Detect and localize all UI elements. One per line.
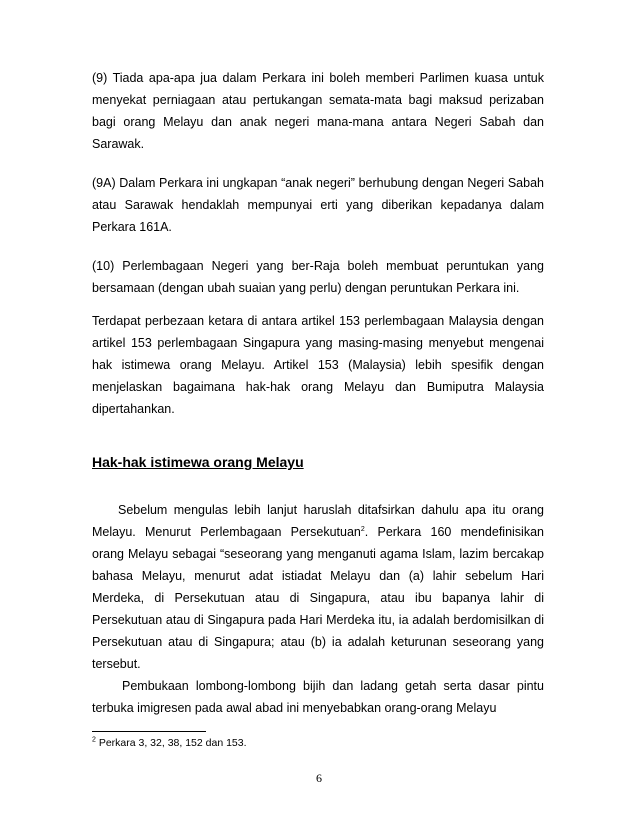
paragraph-clause-10: (10) Perlembagaan Negeri yang ber-Raja boleh membuat peruntukan yang bersamaan (dengan ubah suaian yang perlu) dengan peruntukan Perkara ini. xyxy=(92,259,544,295)
footnote-reference: 2 xyxy=(360,525,365,533)
footnote xyxy=(92,736,247,750)
footnote-divider xyxy=(92,731,206,732)
page-number: 6 xyxy=(316,771,322,785)
definition-text-start: Sebelum mengulas lebih lanjut haruslah ditafsirkan dahulu apa itu orang Melayu. Menurut Perlembagaan Persekutuan xyxy=(92,503,544,539)
footnote-number: 2 xyxy=(92,736,96,744)
footnote-text: Perkara 3, 32, 38, 152 dan 153. xyxy=(98,737,247,749)
section-heading: Hak-hak istimewa orang Melayu xyxy=(92,454,304,470)
paragraph-clause-9: (9) Tiada apa-apa jua dalam Perkara ini boleh memberi Parlimen kuasa untuk menyekat perniagaan atau pertukangan semata-mata bagi maksud perizaban bagi orang Melayu dan anak negeri mana-mana antara Negeri Sabah dan Sarawak. xyxy=(92,71,544,151)
paragraph-definition xyxy=(92,499,544,675)
paragraph-clause-9a: (9A) Dalam Perkara ini ungkapan “anak negeri” berhubung dengan Negeri Sabah atau Sarawak hendaklah mempunyai erti yang diberikan kepadanya dalam Perkara 161A. xyxy=(92,176,544,234)
definition-text-end: . Perkara 160 mendefinisikan orang Melayu sebagai “seseorang yang menganuti agama Islam, lazim bercakap bahasa Melayu, menurut adat istiadat Melayu dan (a) lahir sebelum Hari Merdeka, di Persekutuan atau di Singapura, atau ibu bapanya lahir di Persekutuan atau di Singapura pada Hari Merdeka itu, ia adalah berdomisilkan di Persekutuan atau di Singapura; atau (b) ia adalah keturunan seseorang yang tersebut. xyxy=(92,525,544,671)
paragraph-comparison: Terdapat perbezaan ketara di antara artikel 153 perlembagaan Malaysia dengan artikel 153 perlembagaan Singapura yang masing-masing menyebut mengenai hak istimewa orang Melayu. Artikel 153 (Malaysia) lebih spesifik dengan menjelaskan bagaimana hak-hak orang Melayu dan Bumiputra Malaysia dipertahankan. xyxy=(92,314,544,416)
paragraph-history: Pembukaan lombong-lombong bijih dan ladang getah serta dasar pintu terbuka imigresen pada awal abad ini menyebabkan orang-orang Melayu xyxy=(92,679,544,715)
